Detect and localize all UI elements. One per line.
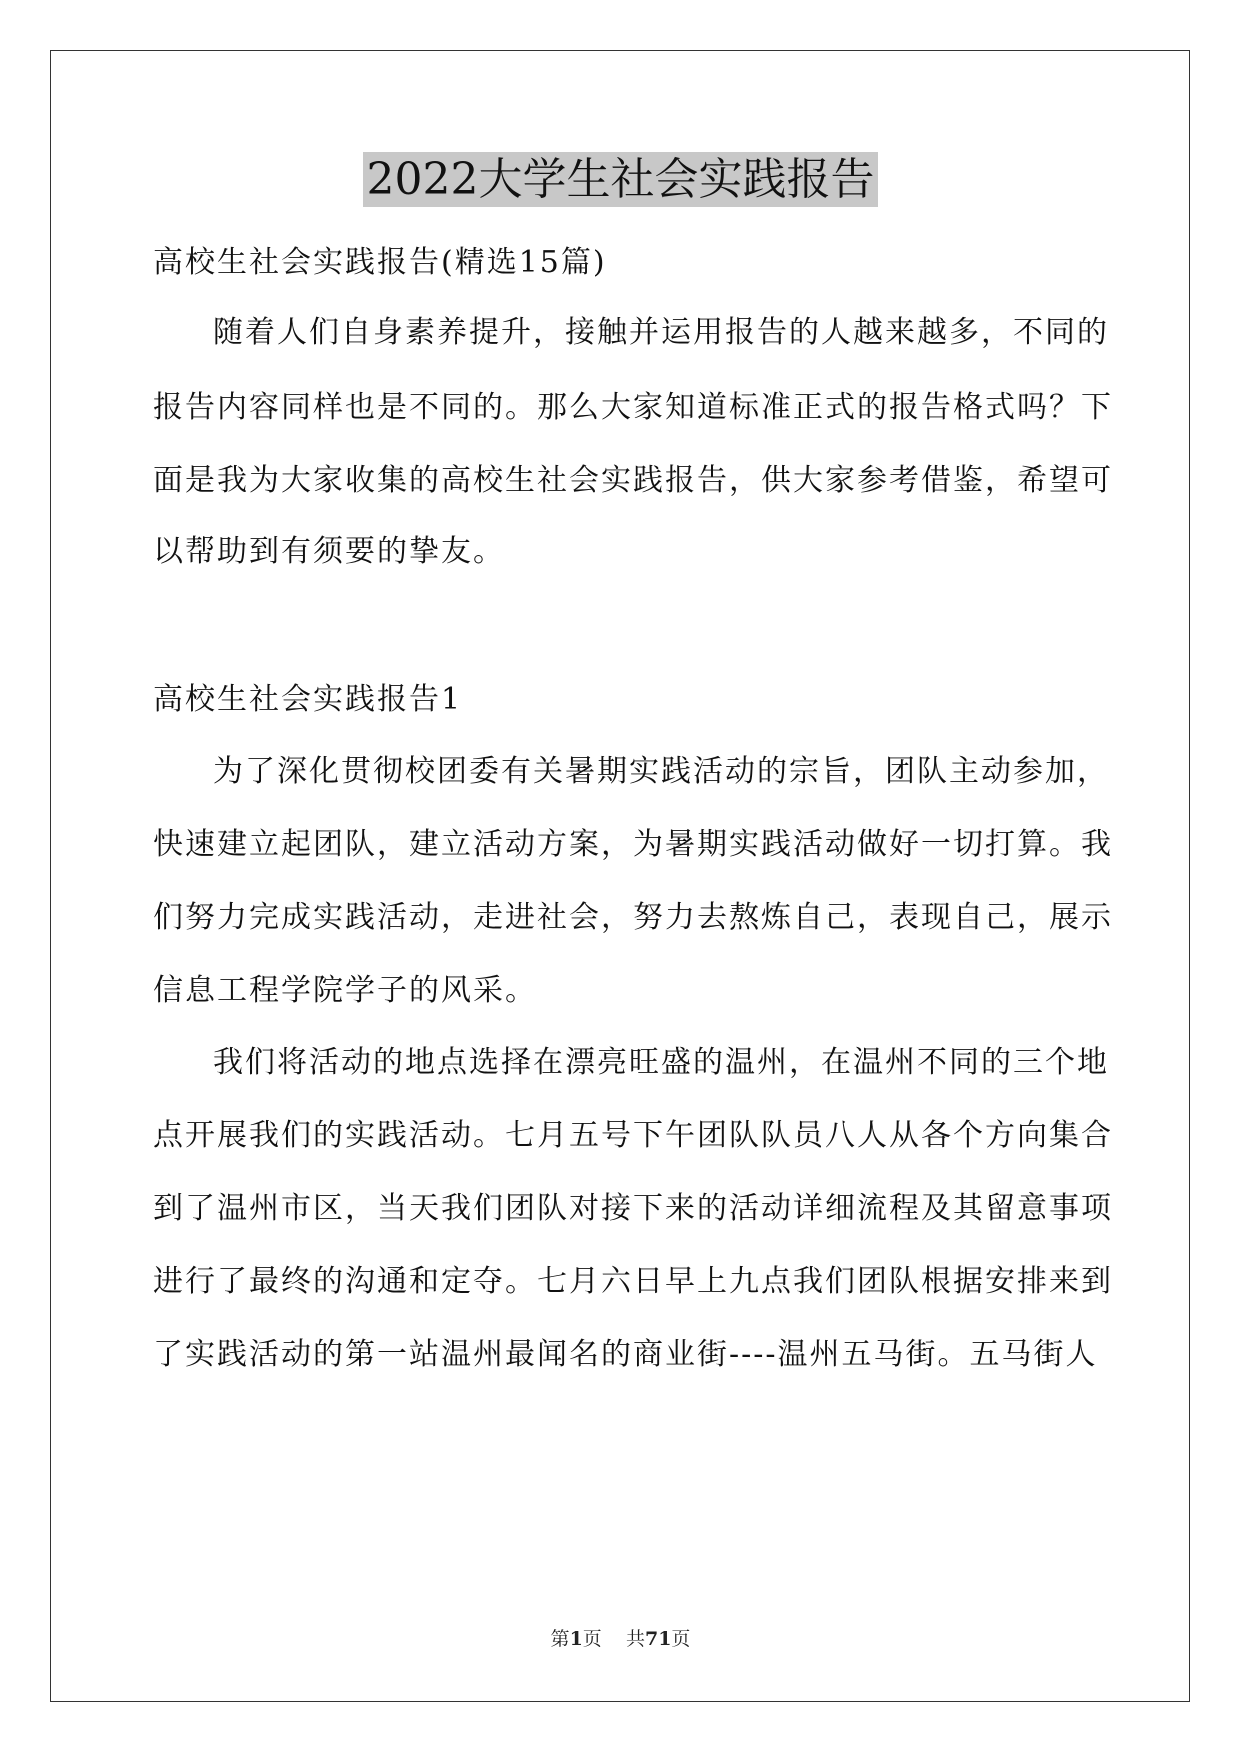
document-title-text: 2022大学生社会实践报告 [363, 152, 879, 207]
footer-mid: 页 共 [582, 1628, 645, 1650]
intro-line-4: 以帮助到有须要的挚友。 [153, 534, 505, 569]
footer-prefix: 第 [550, 1628, 570, 1650]
intro-line-1: 随着人们自身素养提升，接触并运用报告的人越来越多，不同的 [213, 315, 1109, 350]
subtitle: 高校生社会实践报告(精选15篇) [153, 245, 607, 280]
footer-page-number: 1 [569, 1628, 583, 1650]
para2-line-2: 点开展我们的实践活动。七月五号下午团队队员八人从各个方向集合 [153, 1118, 1113, 1153]
footer-suffix: 页 [671, 1628, 691, 1650]
footer-total-pages: 71 [644, 1628, 672, 1650]
intro-line-3: 面是我为大家收集的高校生社会实践报告，供大家参考借鉴，希望可 [153, 463, 1113, 498]
para1-line-1: 为了深化贯彻校团委有关暑期实践活动的宗旨，团队主动参加， [213, 754, 1109, 789]
para2-line-5: 了实践活动的第一站温州最闻名的商业街----温州五马街。五马街人 [153, 1337, 1098, 1372]
para1-line-2: 快速建立起团队，建立活动方案，为暑期实践活动做好一切打算。我 [153, 827, 1113, 862]
page-footer [0, 1627, 1241, 1651]
para2-line-1: 我们将活动的地点选择在漂亮旺盛的温州，在温州不同的三个地 [213, 1045, 1109, 1080]
para2-line-4: 进行了最终的沟通和定夺。七月六日早上九点我们团队根据安排来到 [153, 1264, 1113, 1299]
section-heading: 高校生社会实践报告1 [153, 682, 463, 717]
para1-line-3: 们努力完成实践活动，走进社会，努力去熬炼自己，表现自己，展示 [153, 900, 1113, 935]
para2-line-3: 到了温州市区，当天我们团队对接下来的活动详细流程及其留意事项 [153, 1191, 1113, 1226]
page-border [50, 50, 1190, 1702]
document-title [0, 150, 1241, 210]
para1-line-4: 信息工程学院学子的风采。 [153, 973, 537, 1008]
intro-line-2: 报告内容同样也是不同的。那么大家知道标准正式的报告格式吗？下 [153, 390, 1113, 425]
